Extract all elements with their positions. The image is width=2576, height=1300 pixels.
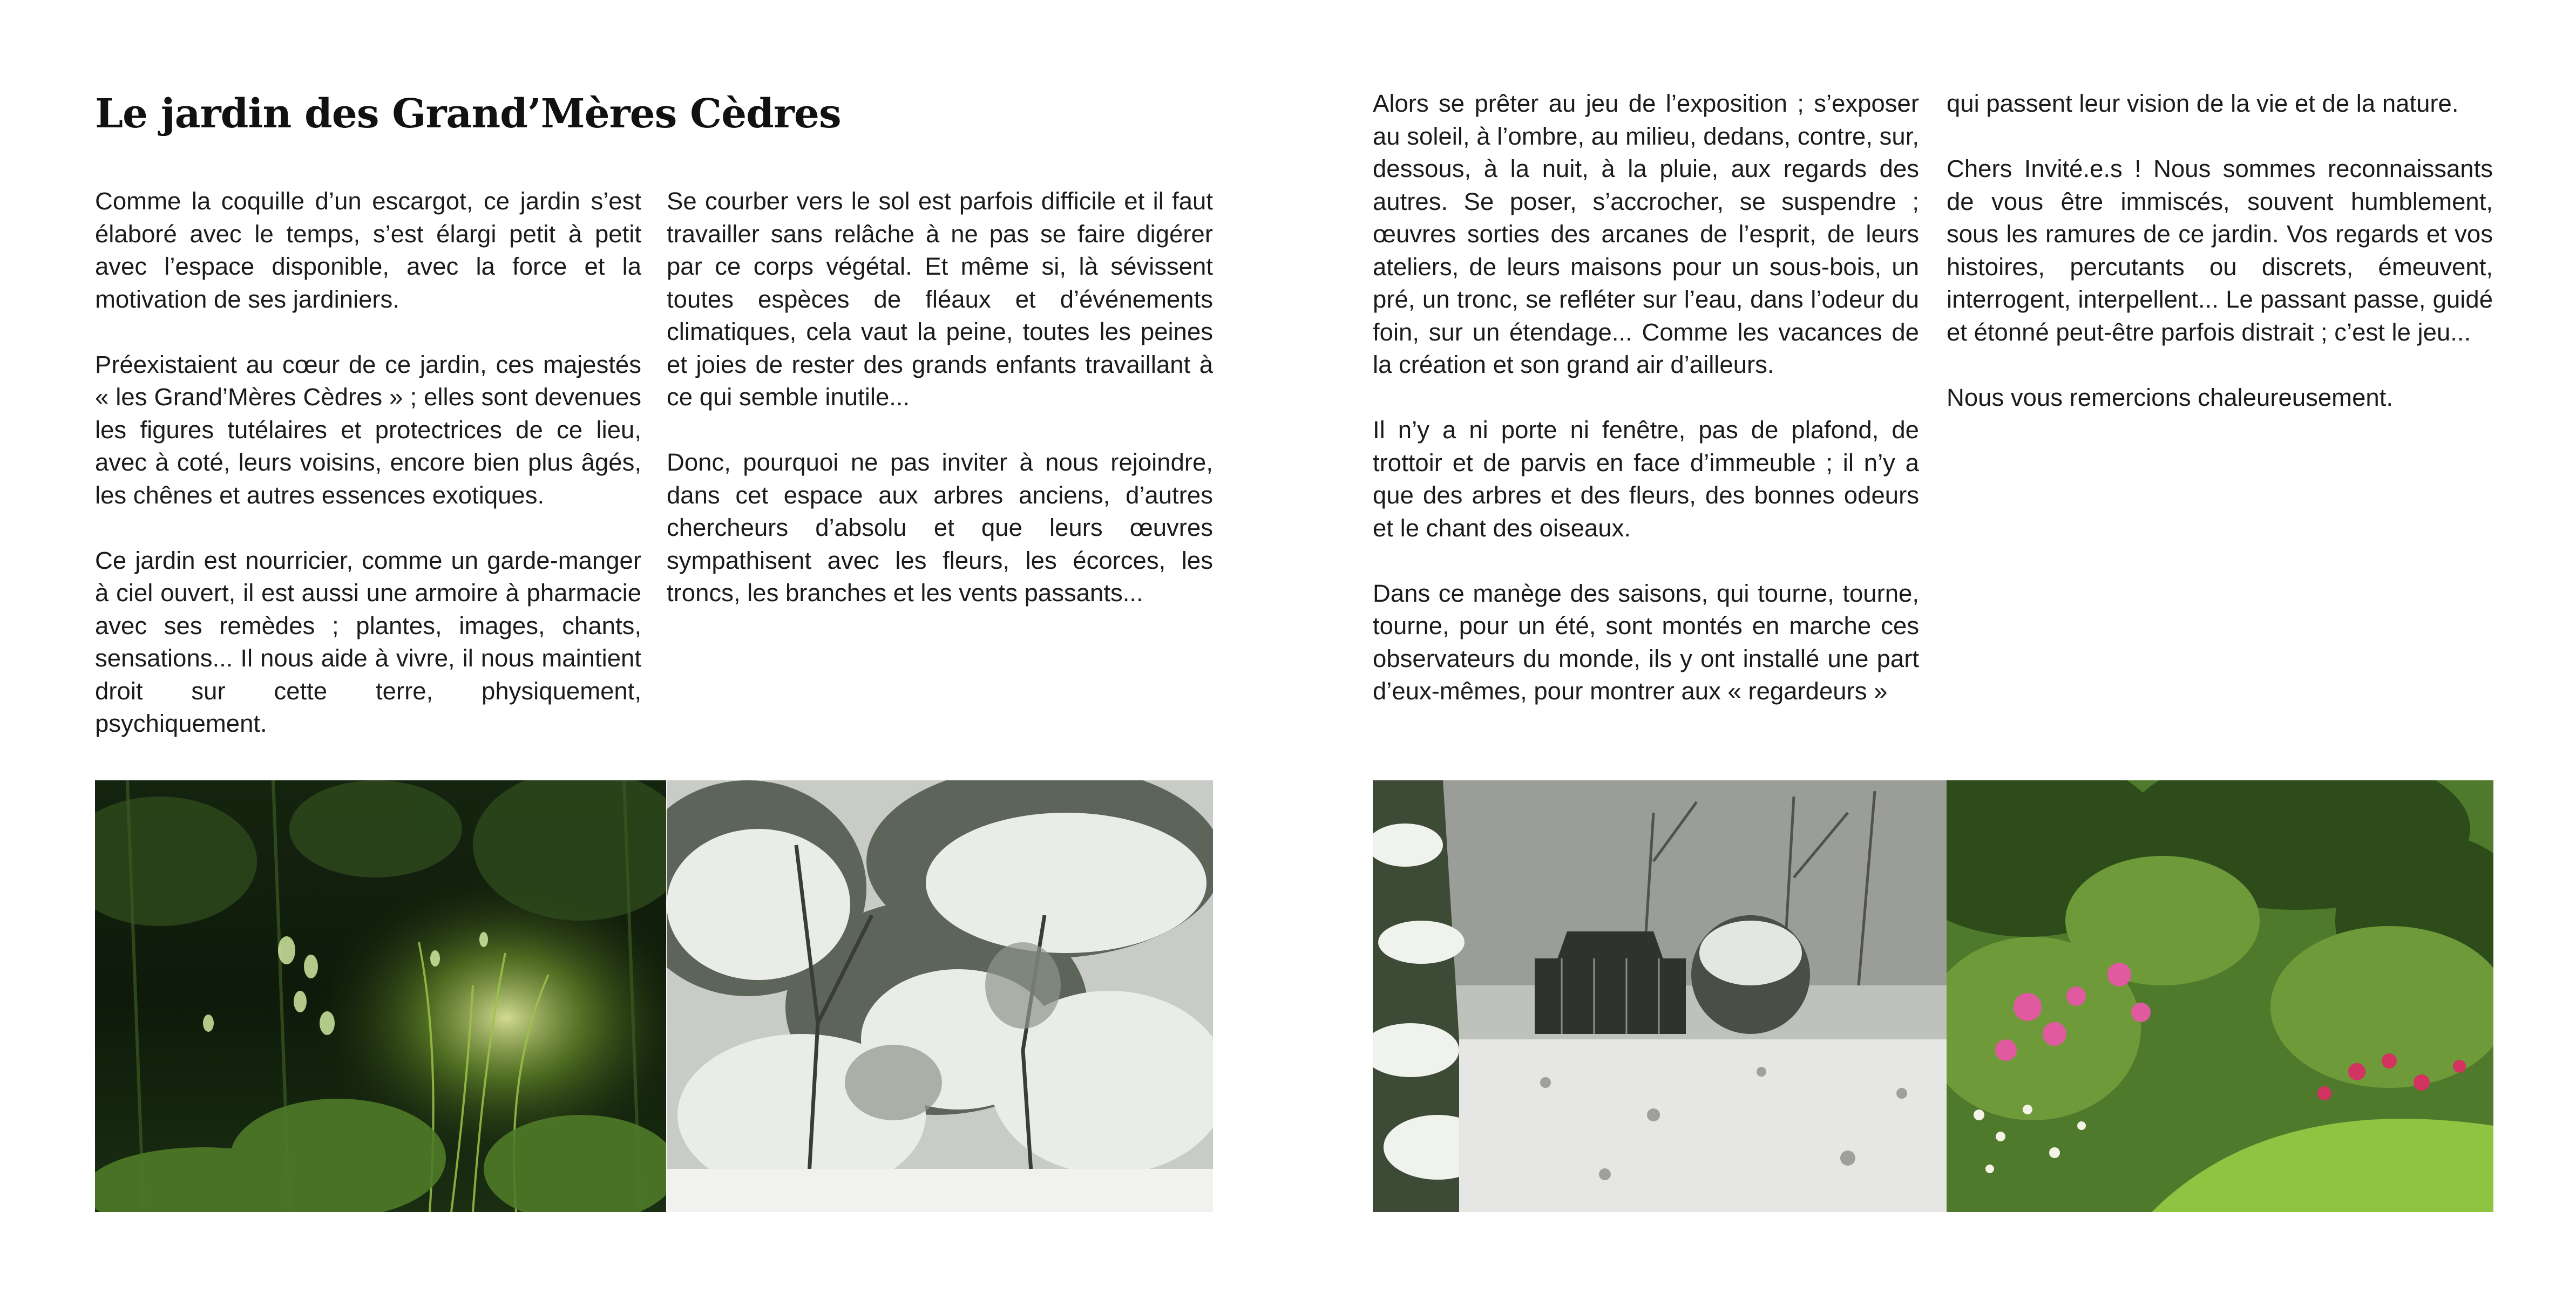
paragraph: Chers Invité.e.s ! Nous sommes reconnaissants de vous être immiscés, souvent humblement, sous les ramures de ce jardin. Vos regards et vos histoires, percutants ou discrets, émeuvent, interrogent, interpellent... Le passant passe, guidé et étonné peut-être parfois distrait ; c’est le jeu...: [1947, 155, 2493, 346]
left-text-column-2: [667, 185, 1213, 610]
paragraph: Nous vous remercions chaleureusement.: [1947, 383, 2393, 411]
page-title: Le jardin des Grand’Mères Cèdres: [95, 91, 841, 137]
right-page: [1288, 0, 2576, 1300]
right-text-column-2: [1947, 87, 2493, 414]
snowy-greenhouse-photo: [1373, 780, 1947, 1212]
paragraph: Comme la coquille d’un escargot, ce jardin s’est élaboré avec le temps, s’est élargi petit à petit avec l’espace disponible, avec la force et la motivation de ses jardiniers.: [95, 187, 641, 313]
left-text-column-1: [95, 185, 641, 740]
flower-garden-photo: [1947, 780, 2493, 1212]
paragraph: Alors se prêter au jeu de l’exposition ; s’exposer au soleil, à l’ombre, au milieu, dedans, contre, sur, dessous, à la nuit, à la pluie, aux regards des autres. Se poser, s’accrocher, se suspendre ; œuvres sorties des arcanes de l’esprit, de leurs ateliers, de leurs maisons pour un sous-bois, un pré, un tronc, se refléter sur l’eau, dans l’odeur du foin, sur un étendage... Comme les vacances de la création et son grand air d’ailleurs.: [1373, 90, 1919, 378]
paragraph: qui passent leur vision de la vie et de la nature.: [1947, 90, 2459, 117]
paragraph: Donc, pourquoi ne pas inviter à nous rejoindre, dans cet espace aux arbres anciens, d’autres chercheurs d’absolu et que leurs œuvres sympathisent avec les fleurs, les écorces, les troncs, les branches et les vents passants...: [667, 448, 1213, 607]
paragraph: Préexistaient au cœur de ce jardin, ces majestés « les Grand’Mères Cèdres » ; elles sont devenues les figures tutélaires et protectrices de ce lieu, avec à coté, leurs voisins, encore bien plus âgés, les chênes et autres essences exotiques.: [95, 350, 641, 509]
snowy-garden-photo: [667, 780, 1213, 1212]
paragraph: Dans ce manège des saisons, qui tourne, tourne, tourne, pour un été, sont montés en marche ces observateurs du monde, ils y ont installé une part d’eux-mêmes, pour montrer aux « regardeurs »: [1373, 579, 1919, 705]
paragraph: Ce jardin est nourricier, comme un garde-manger à ciel ouvert, il est aussi une armoire à pharmacie avec ses remèdes ; plantes, images, chants, sensations... Il nous aide à vivre, il nous maintient droit sur cette terre, physiquement, psychiquement.: [95, 546, 641, 737]
paragraph: Se courber vers le sol est parfois difficile et il faut travailler sans relâche à ne pas se faire digérer par ce corps végétal. Et même si, là sévissent toutes espèces de fléaux et d’événements climatiques, cela vaut la peine, toutes les peines et joies de rester des grands enfants travaillant à ce qui semble inutile...: [667, 187, 1213, 411]
paragraph: Il n’y a ni porte ni fenêtre, pas de plafond, de trottoir et de parvis en face d’immeuble ; il n’y a que des arbres et des fleurs, des bonnes odeurs et le chant des oiseaux.: [1373, 416, 1919, 542]
night-garden-photo: [95, 780, 666, 1212]
right-text-column-1: [1373, 87, 1919, 708]
